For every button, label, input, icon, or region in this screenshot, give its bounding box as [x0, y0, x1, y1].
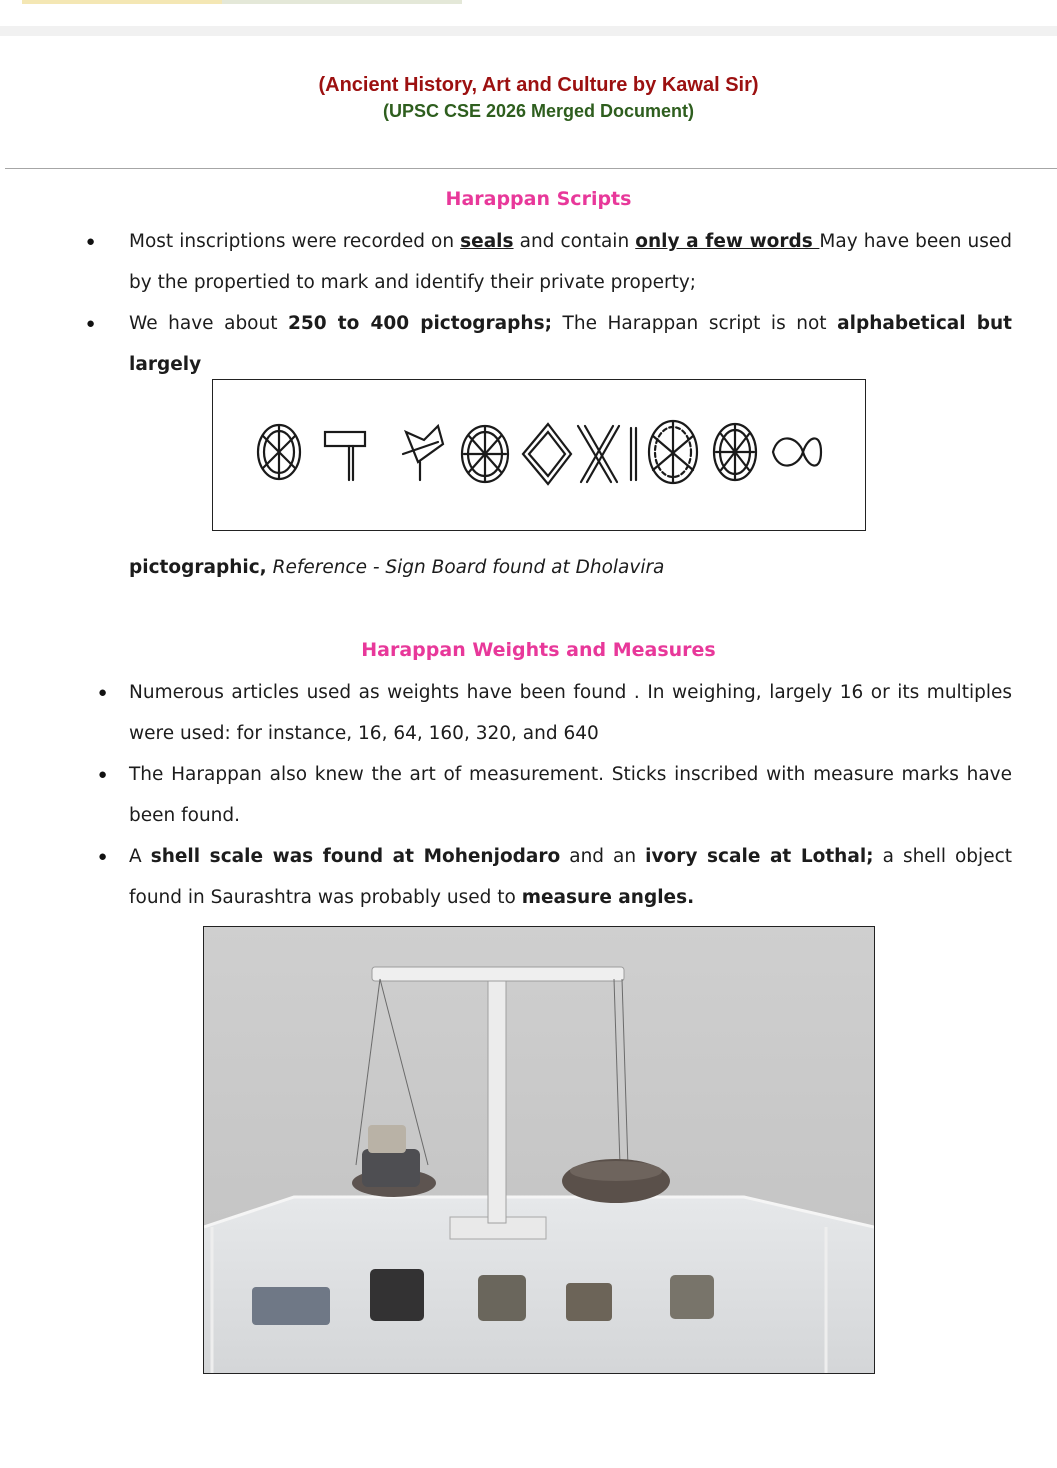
highlight-strip: [222, 0, 462, 4]
weights-bullet-3: A shell scale was found at Mohenjodaro and an ivory scale at Lothal; a shell object found in Saurashtra was probably used to measure angles.: [129, 846, 1012, 908]
top-strip: [0, 0, 1057, 26]
scripts-continuation: pictographic, Reference - Sign Board found at Dholavira: [129, 557, 665, 578]
seals-text: seals: [460, 231, 514, 252]
bullet-icon: ●: [98, 848, 108, 865]
document-subtitle: (UPSC CSE 2026 Merged Document): [382, 101, 695, 121]
balance-scale-illustration: [204, 927, 874, 1373]
section-title-weights: Harappan Weights and Measures: [361, 639, 716, 661]
bullet-icon: ●: [86, 233, 96, 250]
few-words-text: only a few words: [635, 231, 820, 252]
page-separator: [0, 26, 1057, 36]
bullet-icon: ●: [98, 766, 108, 783]
weights-bullet-2: The Harappan also knew the art of measurement. Sticks inscribed with measure marks have been found.: [129, 764, 1012, 826]
section-title-scripts: Harappan Scripts: [445, 188, 632, 210]
dholavira-signboard-image: [212, 379, 866, 531]
header-divider: [5, 168, 1057, 169]
bullet-icon: ●: [98, 684, 108, 701]
highlight-strip: [22, 0, 222, 4]
scripts-bullet-2: We have about 250 to 400 pictographs; The Harappan script is not alphabetical but largely: [129, 313, 1012, 375]
bullet-icon: ●: [86, 315, 96, 332]
weighing-balance-photo: [203, 926, 875, 1374]
pictograph-signs: [213, 380, 865, 530]
document-title: (Ancient History, Art and Culture by Kawal Sir): [318, 74, 759, 96]
scripts-bullet-1: Most inscriptions were recorded on seals and contain only a few words May have been used by the propertied to mark and identify their private property;: [129, 231, 1012, 293]
weights-bullet-1: Numerous articles used as weights have been found . In weighing, largely 16 or its multiples were used: for instance, 16, 64, 160, 320, and 640: [129, 682, 1012, 744]
